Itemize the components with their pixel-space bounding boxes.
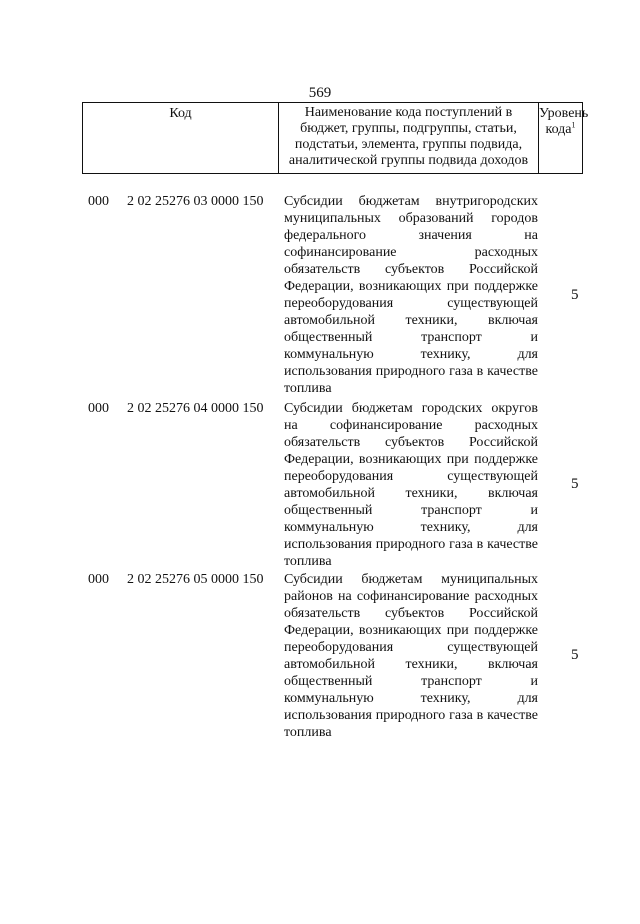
row-prefix: 000 (88, 572, 109, 587)
header-code (83, 103, 279, 174)
row-prefix: 000 (88, 401, 109, 416)
row-code: 2 02 25276 03 0000 150 (127, 194, 264, 209)
header-row (83, 103, 583, 174)
header-level (539, 103, 589, 174)
page-number: 569 (308, 85, 332, 101)
header-code-label: Код (169, 106, 192, 121)
header-name (279, 103, 539, 174)
row-code: 2 02 25276 04 0000 150 (127, 401, 264, 416)
header-name-label: Наименование кода поступлений в бюджет, группы, подгруппы, статьи, подстатьи, элемента, группы подвида, аналитической группы подвида доходов (288, 105, 529, 168)
row-level: 5 (571, 476, 579, 492)
table-header (82, 102, 589, 174)
row-code: 2 02 25276 05 0000 150 (127, 572, 264, 587)
row-description: Субсидии бюджетам городских округов на софинансирование расходных обязательств субъектов Российской Федерации, возникающих при поддержке переоборудования существующей автомобильной техники, включая общественный транспорт и коммунальную технику, для использования природного газа в качестве топлива (284, 401, 538, 569)
header-level-label: Уровень кода (539, 106, 589, 137)
footnote-marker: 1 (571, 120, 576, 130)
row-description: Субсидии бюджетам муниципальных районов на софинансирование расходных обязательств субъектов Российской Федерации, возникающих при поддержке переоборудования существующей автомобильной техники, включая общественный транспорт и коммунальную технику, для использования природного газа в качестве топлива (284, 572, 538, 740)
row-level: 5 (571, 287, 579, 303)
row-description: Субсидии бюджетам внутригородских муниципальных образований городов федерального значения на софинансирование расходных обязательств субъектов Российской Федерации, возникающих при поддержке переоборудования существующей автомобильной техники, включая общественный транспорт и коммунальную технику, для использования природного газа в качестве топлива (284, 194, 538, 396)
row-level: 5 (571, 647, 579, 663)
row-prefix: 000 (88, 194, 109, 209)
